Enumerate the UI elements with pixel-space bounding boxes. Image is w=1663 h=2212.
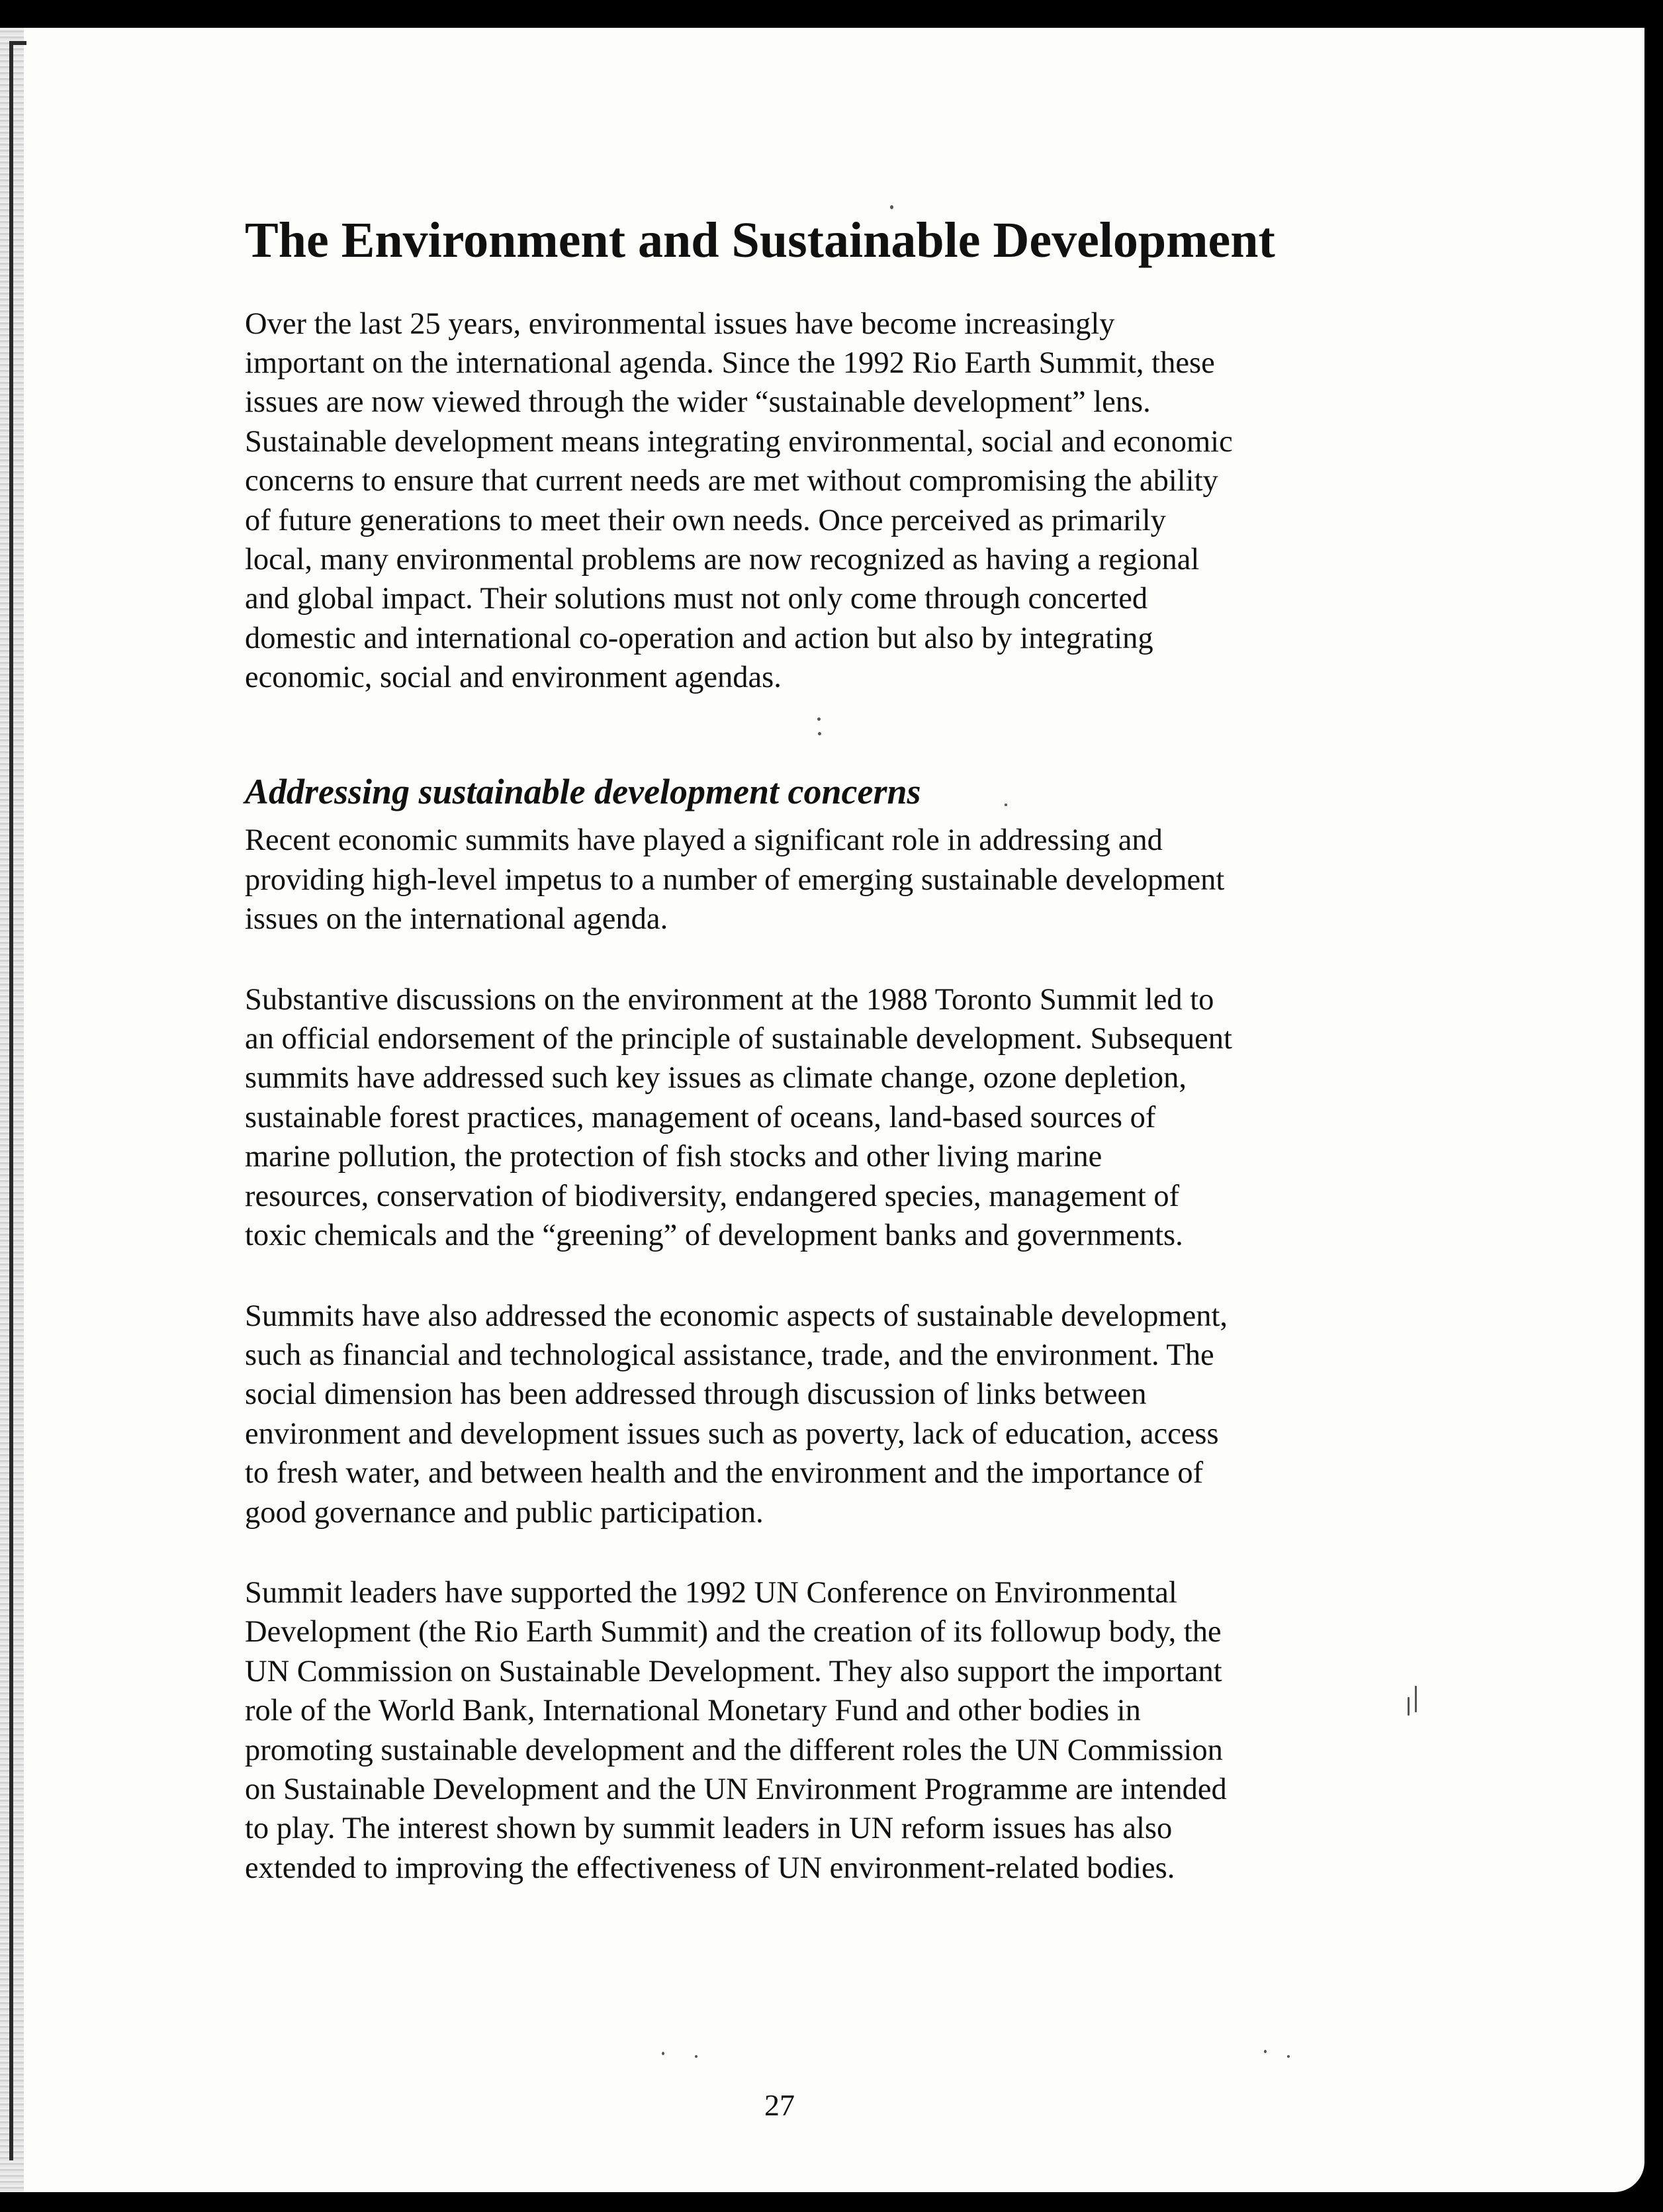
section-heading: Addressing sustainable development concerns <box>245 771 921 811</box>
text-line: domestic and international co-operation and action but also by integrating <box>245 621 1153 655</box>
page-content <box>245 213 1383 1888</box>
text-line: Substantive discussions on the environment at the 1988 Toronto Summit led to <box>245 982 1214 1017</box>
binding-cap <box>9 41 26 45</box>
text-line: Sustainable development means integrating environmental, social and economic <box>245 424 1233 459</box>
text-line: resources, conservation of biodiversity, endangered species, management of <box>245 1179 1180 1213</box>
text-line: good governance and public participation. <box>245 1495 764 1530</box>
text-line: social dimension has been addressed through discussion of links between <box>245 1377 1147 1412</box>
text-line: toxic chemicals and the “greening” of development banks and governments. <box>245 1219 1183 1253</box>
binding-line <box>9 42 13 2160</box>
text-line: of future generations to meet their own needs. Once perceived as primarily <box>245 503 1166 537</box>
intro-paragraph <box>245 304 1383 698</box>
section-paragraph-2 <box>245 980 1383 1256</box>
scan-speck <box>1415 1686 1417 1712</box>
text-line: such as financial and technological assistance, trade, and the environment. The <box>245 1338 1214 1372</box>
scan-speck <box>662 2052 664 2055</box>
section-paragraph-4 <box>245 1573 1383 1888</box>
scanned-page <box>0 28 1644 2192</box>
text-line: local, many environmental problems are now recognized as having a regional <box>245 543 1200 577</box>
scan-speck <box>1264 2050 1267 2053</box>
text-line: an official endorsement of the principle of sustainable development. Subsequent <box>245 1022 1232 1056</box>
text-line: extended to improving the effectiveness of UN environment-related bodies. <box>245 1851 1175 1885</box>
text-line: to play. The interest shown by summit leaders in UN reform issues has also <box>245 1812 1173 1846</box>
text-line: sustainable forest practices, management of oceans, land-based sources of <box>245 1100 1156 1134</box>
section-paragraph-1 <box>245 821 1383 939</box>
text-line: Recent economic summits have played a significant role in addressing and <box>245 823 1163 858</box>
text-line: marine pollution, the protection of fish stocks and other living marine <box>245 1140 1102 1174</box>
scan-speck <box>1287 2055 1290 2058</box>
text-line: and global impact. Their solutions must not only come through concerted <box>245 582 1148 616</box>
text-line: promoting sustainable development and the different roles the UN Commission <box>245 1733 1223 1767</box>
text-line: Summit leaders have supported the 1992 UN Conference on Environmental <box>245 1575 1177 1610</box>
text-line: concerns to ensure that current needs are met without compromising the ability <box>245 464 1218 498</box>
text-line: issues are now viewed through the wider “sustainable development” lens. <box>245 385 1151 420</box>
text-line: role of the World Bank, International Monetary Fund and other bodies in <box>245 1694 1141 1728</box>
page-number: 27 <box>764 2088 795 2122</box>
text-line: UN Commission on Sustainable Development. They also support the important <box>245 1654 1222 1688</box>
text-line: Over the last 25 years, environmental issues have become increasingly <box>245 306 1115 341</box>
text-line: Development (the Rio Earth Summit) and the creation of its followup body, the <box>245 1615 1222 1649</box>
text-line: environment and development issues such as poverty, lack of education, access <box>245 1416 1219 1451</box>
text-line: economic, social and environment agendas. <box>245 661 782 695</box>
scan-speck <box>695 2055 697 2058</box>
scan-speck <box>1408 1697 1410 1716</box>
scan-speck <box>890 205 893 209</box>
page-title: The Environment and Sustainable Development <box>245 212 1275 268</box>
text-line: to fresh water, and between health and the environment and the importance of <box>245 1456 1204 1491</box>
text-line: issues on the international agenda. <box>245 902 668 937</box>
text-line: summits have addressed such key issues as climate change, ozone depletion, <box>245 1061 1187 1095</box>
text-line: Summits have also addressed the economic aspects of sustainable development, <box>245 1299 1228 1333</box>
text-line: important on the international agenda. Since the 1992 Rio Earth Summit, these <box>245 346 1215 380</box>
text-line: providing high-level impetus to a number of emerging sustainable development <box>245 862 1225 897</box>
section-paragraph-3 <box>245 1297 1383 1532</box>
text-line: on Sustainable Development and the UN Environment Programme are intended <box>245 1772 1227 1806</box>
